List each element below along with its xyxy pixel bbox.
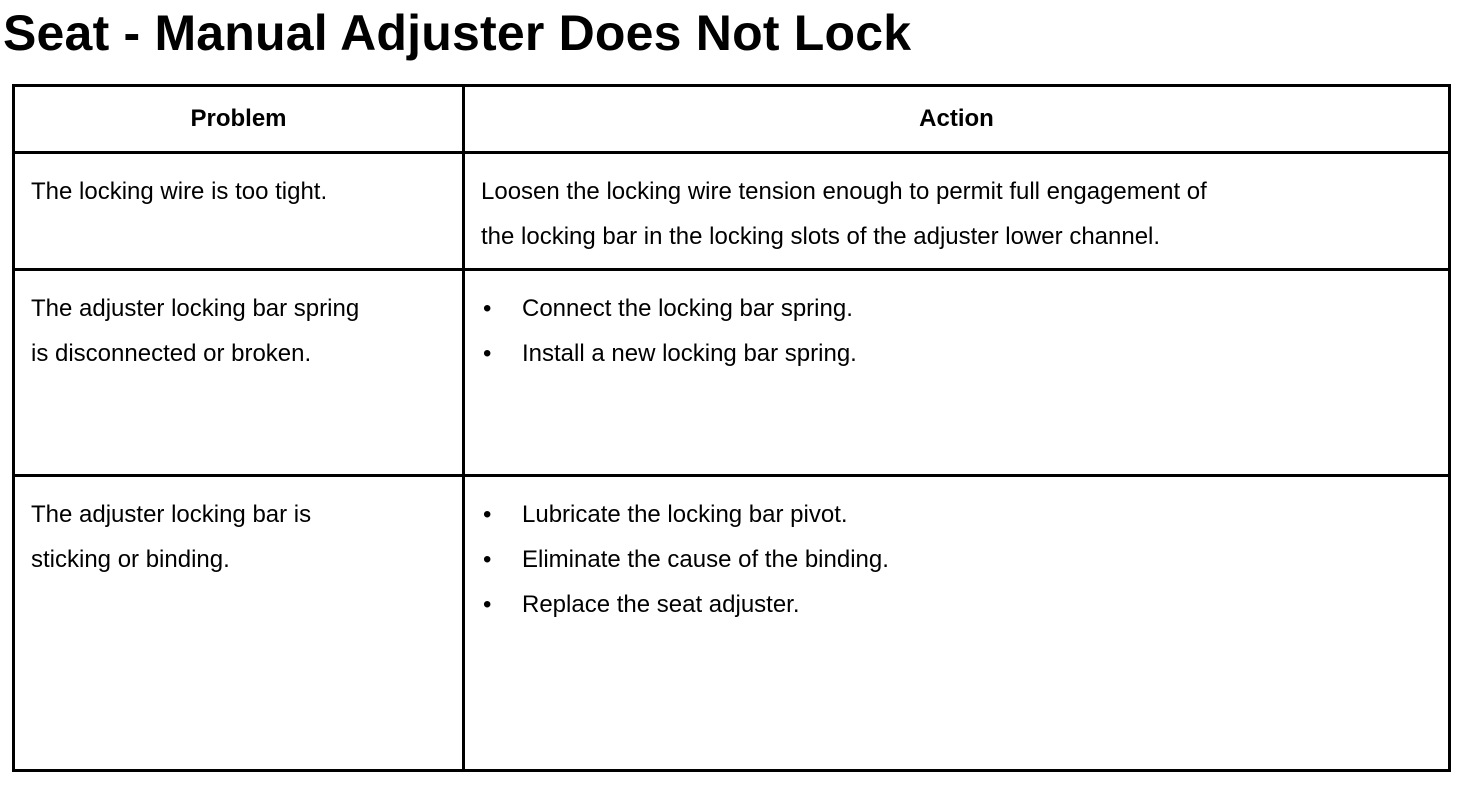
problem-text-line: sticking or binding. (31, 546, 230, 573)
problem-text-line: is disconnected or broken. (31, 340, 312, 367)
action-bullet-item (481, 331, 1432, 376)
problem-cell (14, 270, 464, 476)
bullet-icon: • (483, 591, 492, 618)
action-text-line: Loosen the locking wire tension enough to permit full engagement of (481, 178, 1207, 205)
table-row (14, 153, 1450, 270)
table-row (14, 476, 1450, 771)
action-column-header: Action (464, 86, 1450, 153)
table-header-row (14, 86, 1450, 153)
action-bullet-text: Eliminate the cause of the binding. (522, 546, 889, 573)
table-row (14, 270, 1450, 476)
diagnosis-table (12, 84, 1451, 772)
action-bullet-item (481, 286, 1432, 331)
problem-cell (14, 153, 464, 270)
action-bullet-text: Lubricate the locking bar pivot. (522, 501, 848, 528)
action-bullet-item (481, 537, 1432, 582)
action-bullet-item (481, 492, 1432, 537)
bullet-icon: • (483, 340, 492, 367)
bullet-icon: • (483, 546, 492, 573)
problem-text-line: The locking wire is too tight. (31, 178, 328, 205)
action-cell (464, 153, 1450, 270)
bullet-icon: • (483, 295, 492, 322)
action-cell (464, 476, 1450, 771)
problem-text-line: The adjuster locking bar spring (31, 295, 360, 322)
problem-cell (14, 476, 464, 771)
action-text-line: the locking bar in the locking slots of the adjuster lower channel. (481, 223, 1161, 250)
action-bullet-list (465, 271, 1448, 376)
problem-text-line: The adjuster locking bar is (31, 501, 312, 528)
action-bullet-text: Install a new locking bar spring. (522, 340, 857, 367)
bullet-icon: • (483, 501, 492, 528)
problem-column-header: Problem (14, 86, 464, 153)
action-bullet-text: Connect the locking bar spring. (522, 295, 853, 322)
action-bullet-list (465, 477, 1448, 627)
page-title: Seat - Manual Adjuster Does Not Lock (3, 5, 912, 61)
action-cell (464, 270, 1450, 476)
action-bullet-item (481, 582, 1432, 627)
action-bullet-text: Replace the seat adjuster. (522, 591, 800, 618)
